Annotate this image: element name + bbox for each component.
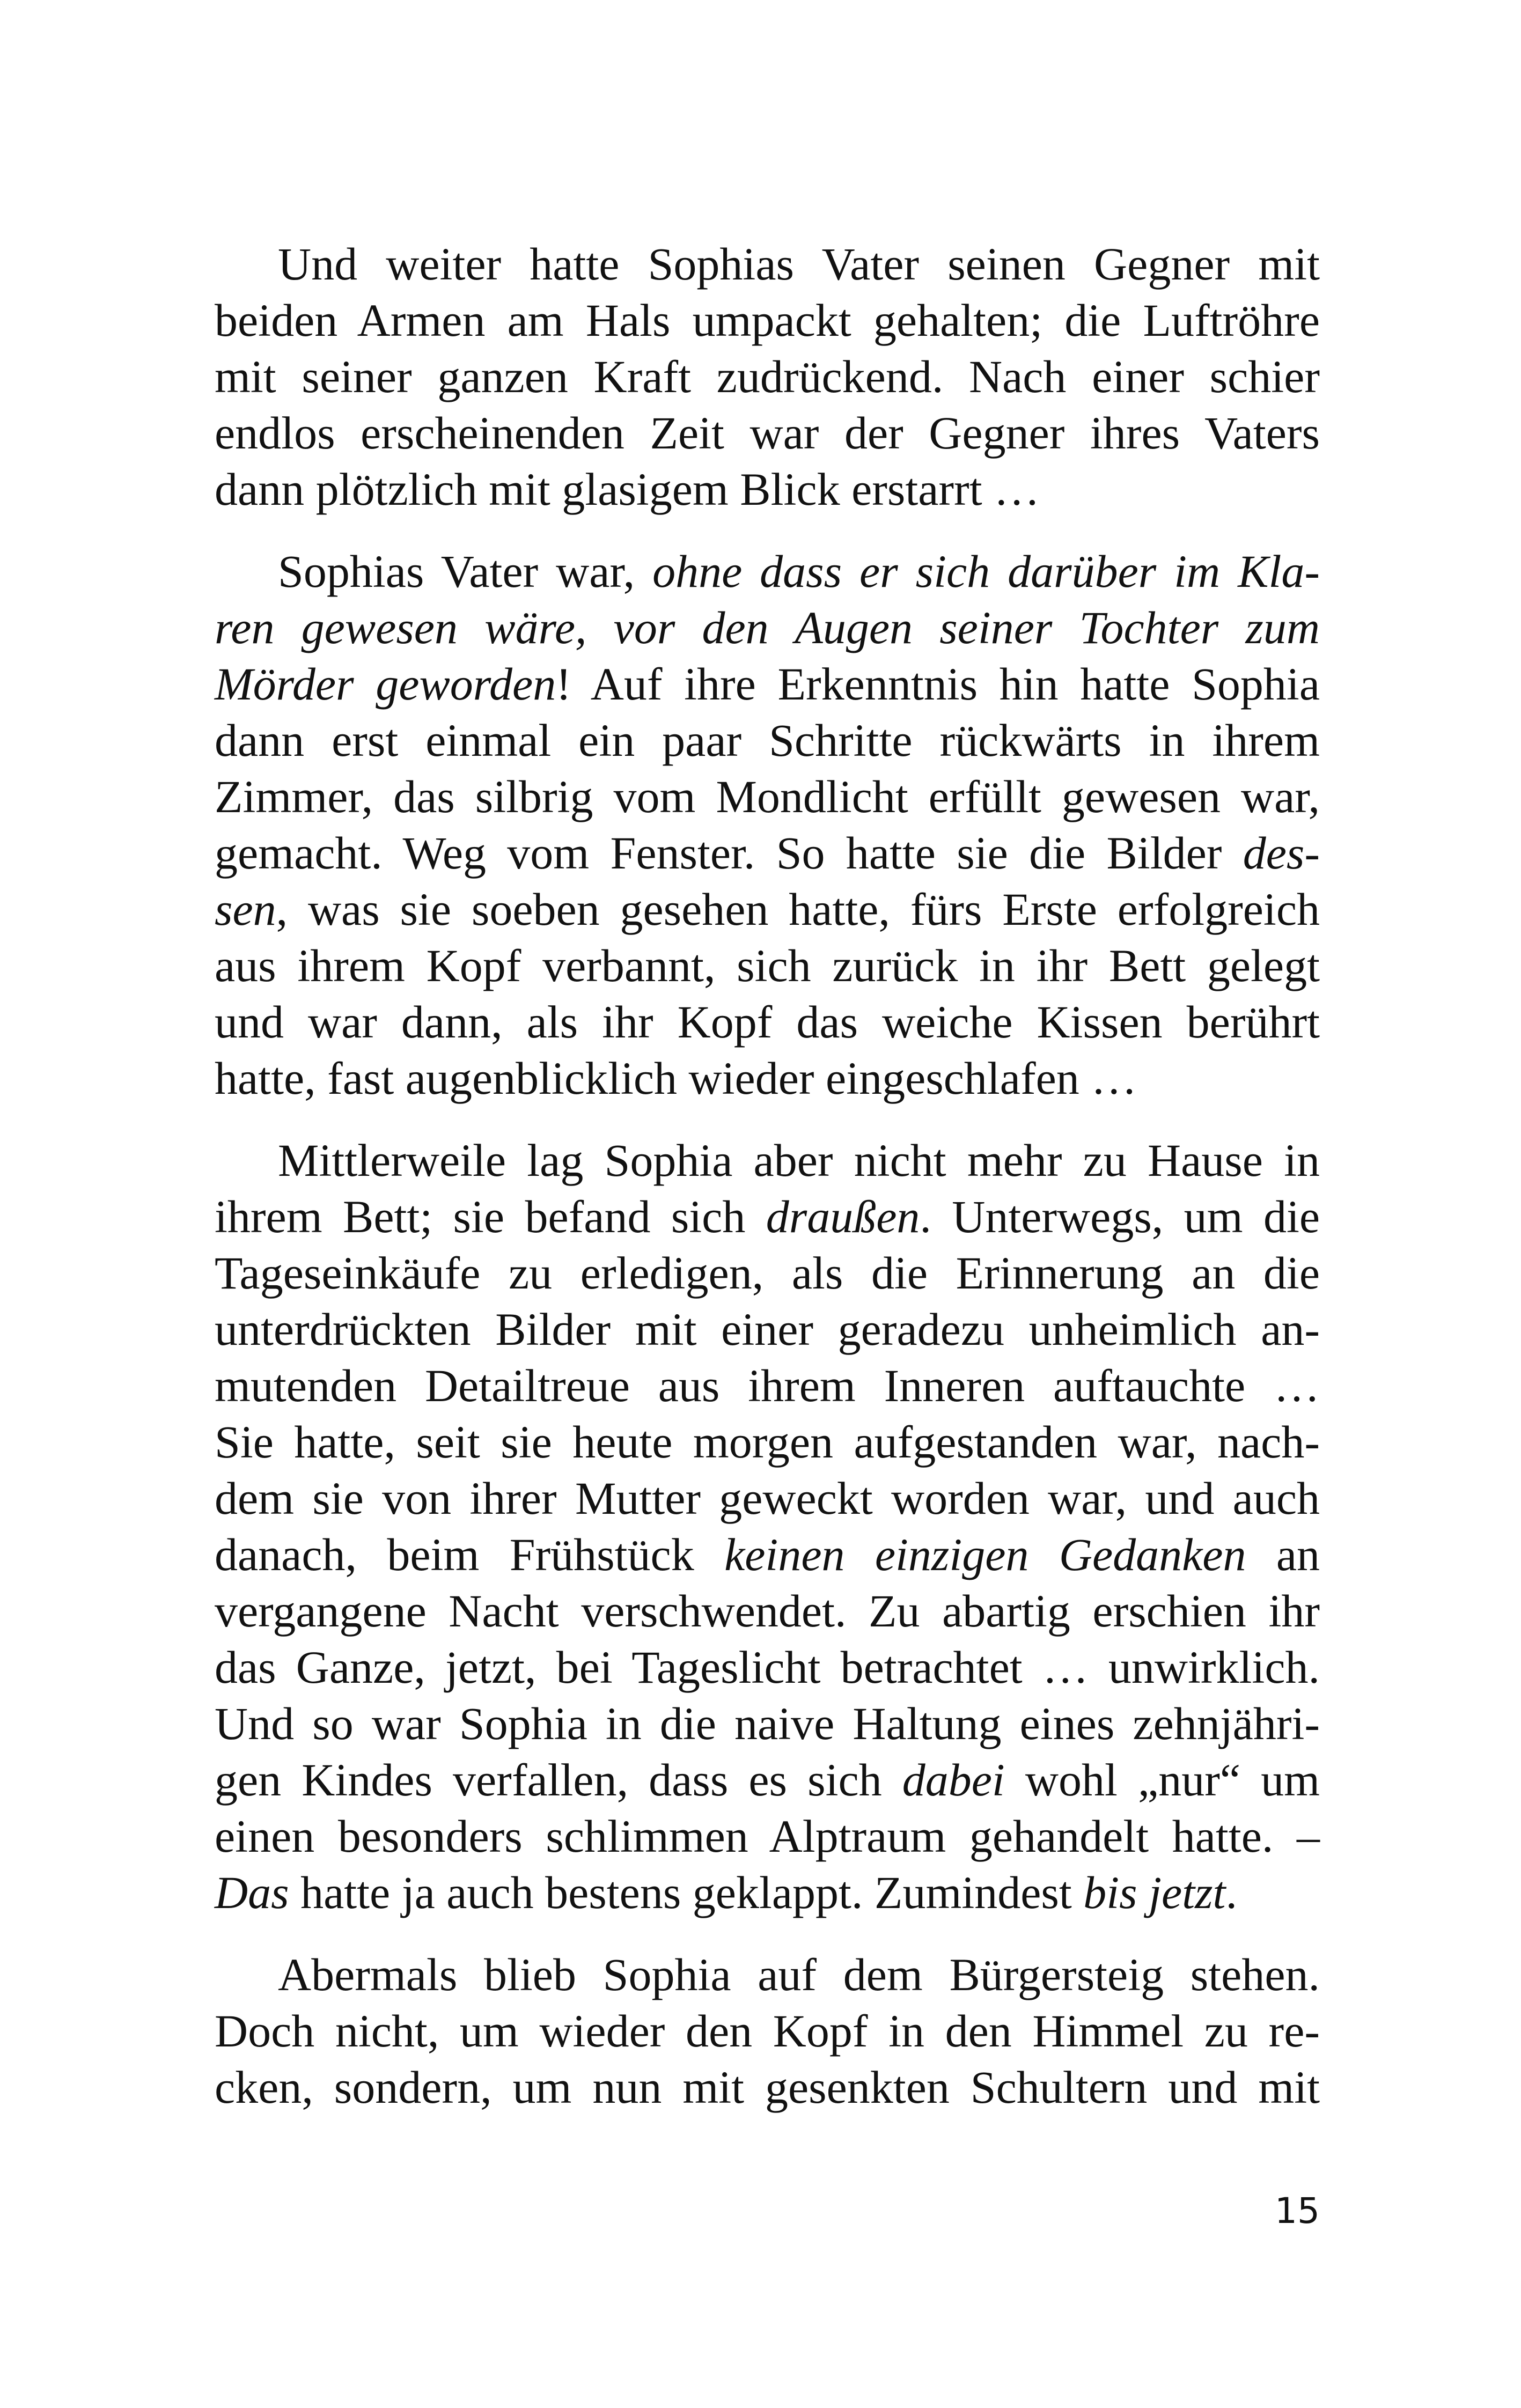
- text-line: [215, 825, 1320, 881]
- page-body: [215, 236, 1320, 2116]
- text-line: [215, 1639, 1320, 1696]
- italic-text: draußen: [766, 1191, 920, 1242]
- text-run: , was sie soeben gesehen hatte, fürs Erste erfolgreich: [276, 883, 1320, 935]
- text-line: [215, 938, 1320, 994]
- text-run: ihrem Bett; sie befand sich: [215, 1191, 766, 1242]
- text-line: [215, 1301, 1320, 1358]
- text-line: [215, 543, 1320, 600]
- text-line: [215, 712, 1320, 769]
- italic-text: ren gewesen wäre, vor den Augen seiner Tochter zum: [215, 602, 1320, 653]
- text-run: an: [1246, 1529, 1320, 1580]
- text-line: [215, 881, 1320, 938]
- text-run: gemacht. Weg vom Fenster. So hatte sie die Bilder: [215, 827, 1243, 879]
- text-line: [215, 292, 1320, 349]
- text-line: [215, 1414, 1320, 1470]
- text-run: Und so war Sophia in die naive Haltung eines zehnjähri-: [215, 1698, 1320, 1749]
- text-run: dann plötzlich mit glasigem Blick erstarrt …: [215, 463, 1040, 515]
- text-run: Abermals blieb Sophia auf dem Bürgersteig stehen.: [278, 1949, 1320, 2000]
- text-run: mit seiner ganzen Kraft zudrückend. Nach einer schier: [215, 351, 1320, 402]
- text-line: [215, 600, 1320, 656]
- text-line: [215, 349, 1320, 405]
- text-run: mutenden Detailtreue aus ihrem Inneren auftauchte …: [215, 1360, 1320, 1411]
- text-line: [215, 1050, 1320, 1107]
- text-run: hatte ja auch bestens geklappt. Zumindest: [289, 1867, 1084, 1918]
- text-run: Sie hatte, seit sie heute morgen aufgestanden war, nach-: [215, 1416, 1320, 1468]
- text-run: beiden Armen am Hals umpackt gehalten; die Luftröhre: [215, 294, 1320, 346]
- text-line: [215, 1947, 1320, 2003]
- paragraph: [215, 543, 1320, 1107]
- text-line: [215, 1189, 1320, 1245]
- italic-text: ohne dass er sich darüber im Kla-: [652, 546, 1320, 597]
- text-line: [215, 1865, 1320, 1921]
- text-run: hatte, fast augenblicklich wieder eingeschlafen …: [215, 1052, 1137, 1104]
- italic-text: sen: [215, 883, 276, 935]
- text-run: wohl „nur“ um: [1004, 1754, 1320, 1806]
- text-run: danach, beim Frühstück: [215, 1529, 725, 1580]
- page-number: 15: [1275, 2190, 1320, 2232]
- text-run: Und weiter hatte Sophias Vater seinen Gegner mit: [278, 238, 1320, 290]
- text-run: unterdrückten Bilder mit einer geradezu unheimlich an-: [215, 1304, 1320, 1355]
- text-run: endlos erscheinenden Zeit war der Gegner ihres Vaters: [215, 407, 1320, 459]
- text-line: [215, 2003, 1320, 2059]
- text-run: und war dann, als ihr Kopf das weiche Kissen berührt: [215, 996, 1320, 1048]
- text-line: [215, 1583, 1320, 1639]
- text-run: . Unterwegs, um die: [920, 1191, 1320, 1242]
- italic-text: Das: [215, 1867, 289, 1918]
- text-line: [215, 405, 1320, 461]
- text-run: Mittlerweile lag Sophia aber nicht mehr zu Hause in: [278, 1135, 1320, 1186]
- text-run: dann erst einmal ein paar Schritte rückwärts in ihrem: [215, 715, 1320, 766]
- text-line: [215, 1358, 1320, 1414]
- text-run: .: [1225, 1867, 1237, 1918]
- text-run: aus ihrem Kopf verbannt, sich zurück in ihr Bett gelegt: [215, 940, 1320, 991]
- text-line: [215, 1470, 1320, 1527]
- text-line: [215, 461, 1320, 518]
- text-run: ! Auf ihre Erkenntnis hin hatte Sophia: [556, 658, 1320, 710]
- text-line: [215, 1808, 1320, 1865]
- text-line: [215, 1696, 1320, 1752]
- text-run: vergangene Nacht verschwendet. Zu abartig erschien ihr: [215, 1585, 1320, 1637]
- text-run: dem sie von ihrer Mutter geweckt worden war, und auch: [215, 1472, 1320, 1524]
- text-run: das Ganze, jetzt, bei Tageslicht betrachtet … unwirklich.: [215, 1641, 1320, 1693]
- text-run: gen Kindes verfallen, dass es sich: [215, 1754, 902, 1806]
- italic-text: des-: [1243, 827, 1320, 879]
- italic-text: dabei: [902, 1754, 1005, 1806]
- text-run: einen besonders schlimmen Alptraum gehandelt hatte. –: [215, 1810, 1320, 1862]
- paragraph: [215, 1132, 1320, 1921]
- text-line: [215, 236, 1320, 292]
- text-line: [215, 1132, 1320, 1189]
- text-line: [215, 1752, 1320, 1808]
- text-line: [215, 769, 1320, 825]
- text-line: [215, 1527, 1320, 1583]
- paragraph: [215, 1947, 1320, 2116]
- italic-text: bis jetzt: [1083, 1867, 1226, 1918]
- text-run: cken, sondern, um nun mit gesenkten Schultern und mit: [215, 2061, 1320, 2113]
- paragraph: [215, 236, 1320, 518]
- italic-text: Mörder geworden: [215, 658, 556, 710]
- italic-text: keinen einzigen Gedanken: [724, 1529, 1246, 1580]
- text-line: [215, 656, 1320, 712]
- text-line: [215, 2059, 1320, 2116]
- text-run: Doch nicht, um wieder den Kopf in den Himmel zu re-: [215, 2005, 1320, 2057]
- text-line: [215, 994, 1320, 1050]
- text-run: Sophias Vater war,: [278, 546, 653, 597]
- text-line: [215, 1245, 1320, 1301]
- text-run: Zimmer, das silbrig vom Mondlicht erfüllt gewesen war,: [215, 771, 1320, 822]
- text-run: Tageseinkäufe zu erledigen, als die Erinnerung an die: [215, 1247, 1320, 1299]
